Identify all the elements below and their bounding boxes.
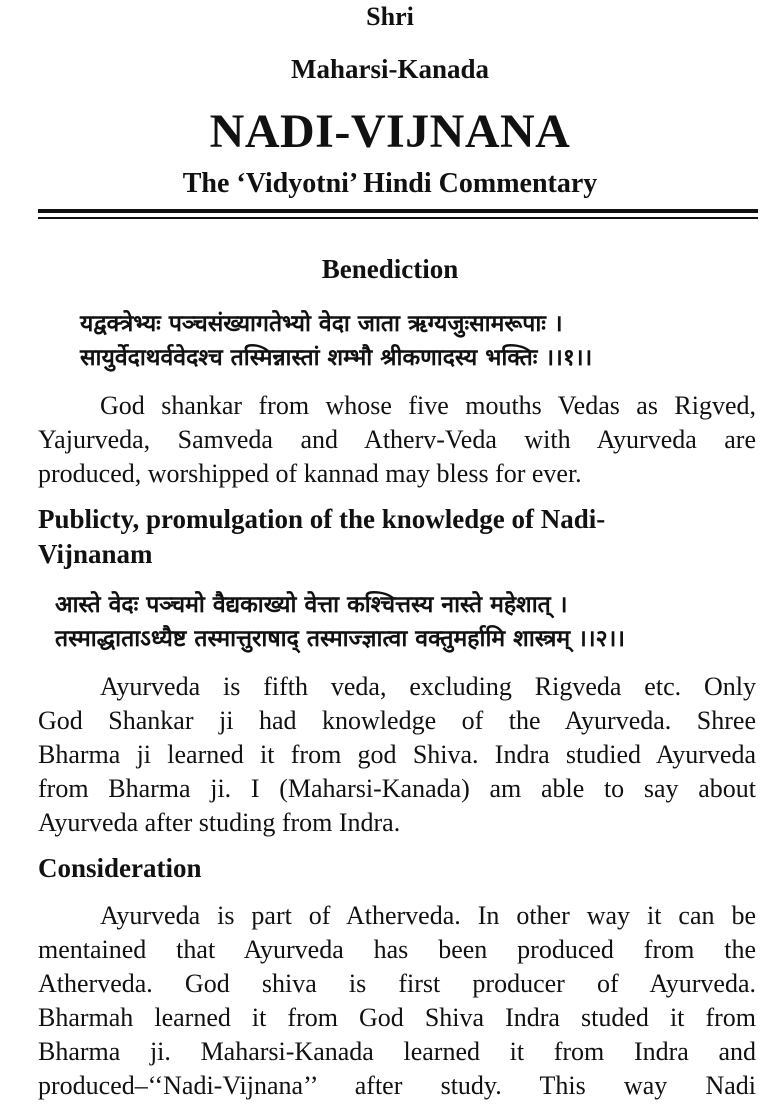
paragraph-line: Bharma ji learned it from god Shiva. Indra studied Ayurveda (38, 740, 756, 769)
paragraph-line: Ayurveda is fifth veda, excluding Rigveda etc. Only (100, 672, 756, 701)
paragraph-line: God shankar from whose five mouths Vedas as Rigved, (100, 391, 756, 420)
section-heading-benediction: Benediction (321, 254, 459, 284)
subtitle: The ‘Vidyotni’ Hindi Commentary (182, 168, 598, 199)
paragraph-line: produced, worshipped of kannad may bless for ever. (38, 459, 582, 488)
sanskrit-verse-line: यद्वक्त्रेभ्यः पञ्चसंख्यागतेभ्यो वेदा जाता ऋग्यजुःसामरूपाः । (80, 311, 563, 337)
paragraph-line: produced–‘‘Nadi-Vijnana’’ after study. This way Nadi (38, 1071, 756, 1100)
paragraph-line: God Shankar ji had knowledge of the Ayurveda. Shree (38, 706, 756, 735)
paragraph-line: Atherveda. God shiva is first producer of Ayurveda. (38, 969, 756, 998)
divider (38, 217, 758, 219)
sanskrit-verse-line: आस्ते वेदः पञ्चमो वैद्यकाख्यो वेत्ता कश्चित्तस्य नास्ते महेशात् । (55, 592, 568, 618)
section-heading-publicity-cont: Vijnanam (38, 539, 153, 569)
sanskrit-verse-line: सायुर्वेदाथर्ववेदश्च तस्मिन्नास्तां शम्भौ श्रीकणादस्य भक्तिः ।।१।। (80, 345, 593, 371)
header-shri: Shri (366, 2, 414, 31)
paragraph-line: Yajurveda, Samveda and Atherv-Veda with Ayurveda are (38, 425, 756, 454)
paragraph-line: mentained that Ayurveda has been produced from the (38, 935, 756, 964)
header-author: Maharsi-Kanada (290, 54, 490, 84)
section-heading-consideration: Consideration (38, 853, 202, 883)
section-heading-publicity: Publicty, promulgation of the knowledge of Nadi- (38, 504, 606, 534)
paragraph-line: Ayurveda after studing from Indra. (38, 808, 401, 837)
divider (38, 209, 758, 213)
sanskrit-verse-line: तस्माद्धाताऽध्यैष्ट तस्मात्तुराषाद् तस्माज्ज्ञात्वा वक्तुमर्हामि शास्त्रम् ।।२।। (55, 626, 626, 652)
paragraph-line: from Bharma ji. I (Maharsi-Kanada) am able to say about (38, 774, 756, 803)
paragraph-line: Ayurveda is part of Atherveda. In other way it can be (100, 901, 756, 930)
page-title: NADI-VIJNANA (209, 105, 571, 158)
paragraph-line: Bharma ji. Maharsi-Kanada learned it from Indra and (38, 1037, 756, 1066)
paragraph-line: Bharmah learned it from God Shiva Indra studed it from (38, 1003, 756, 1032)
